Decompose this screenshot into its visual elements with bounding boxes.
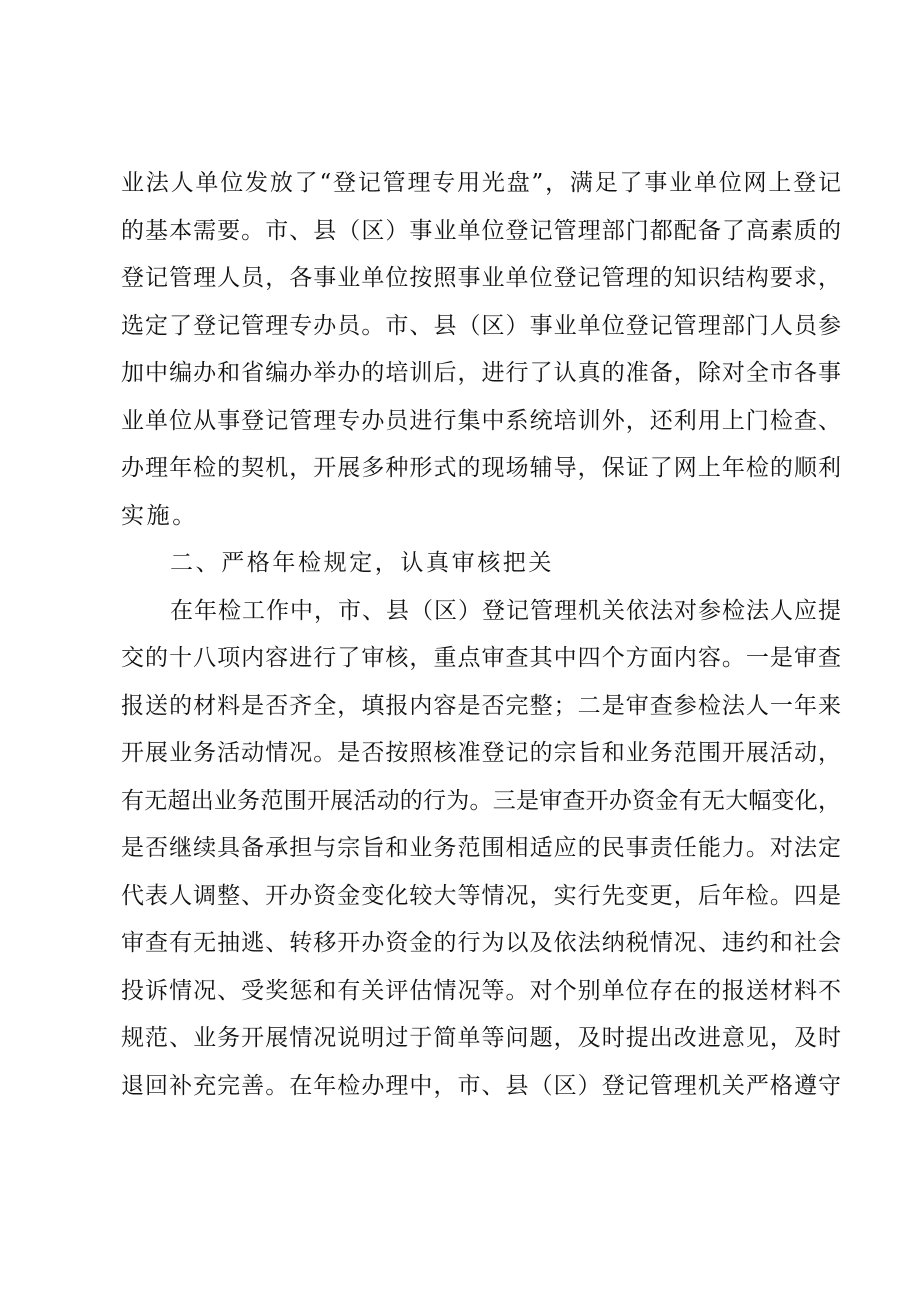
text-line: 办理年检的契机，开展多种形式的现场辅导，保证了网上年检的顺利 [121, 455, 841, 481]
text-line: 交的十八项内容进行了审核，重点审查其中四个方面内容。一是审查 [121, 645, 841, 671]
text-line: 加中编办和省编办举办的培训后，进行了认真的准备，除对全市各事 [121, 360, 841, 386]
text-line: 规范、业务开展情况说明过于简单等问题，及时提出改进意见，及时 [121, 1025, 841, 1051]
text-line: 投诉情况、受奖惩和有关评估情况等。对个别单位存在的报送材料不 [121, 977, 841, 1004]
text-line: 业单位从事登记管理专办员进行集中系统培训外，还利用上门检查、 [121, 407, 841, 434]
text-line: 实施。 [121, 502, 198, 529]
section-heading: 二、严格年检规定，认真审核把关 [170, 550, 554, 576]
body-text [121, 160, 841, 1110]
text-line: 是否继续具备承担与宗旨和业务范围相适应的民事责任能力。对法定 [121, 835, 841, 861]
text-line: 业法人单位发放了“登记管理专用光盘”，满足了事业单位网上登记 [121, 170, 841, 196]
text-line: 退回补充完善。在年检办理中，市、县（区）登记管理机关严格遵守 [121, 1072, 841, 1099]
text-line: 登记管理人员，各事业单位按照事业单位登记管理的知识结构要求， [121, 265, 841, 291]
text-line: 在年检工作中，市、县（区）登记管理机关依法对参检法人应提 [170, 597, 841, 624]
text-line: 审查有无抽逃、转移开办资金的行为以及依法纳税情况、违约和社会 [121, 930, 841, 956]
text-line: 选定了登记管理专办员。市、县（区）事业单位登记管理部门人员参 [121, 312, 841, 339]
text-line: 开展业务活动情况。是否按照核准登记的宗旨和业务范围开展活动， [121, 740, 841, 766]
text-line: 代表人调整、开办资金变化较大等情况，实行先变更，后年检。四是 [121, 882, 841, 909]
text-line: 有无超出业务范围开展活动的行为。三是审查开办资金有无大幅变化， [121, 787, 841, 814]
text-line: 的基本需要。市、县（区）事业单位登记管理部门都配备了高素质的 [121, 217, 841, 244]
text-line: 报送的材料是否齐全，填报内容是否完整；二是审查参检法人一年来 [121, 692, 841, 719]
